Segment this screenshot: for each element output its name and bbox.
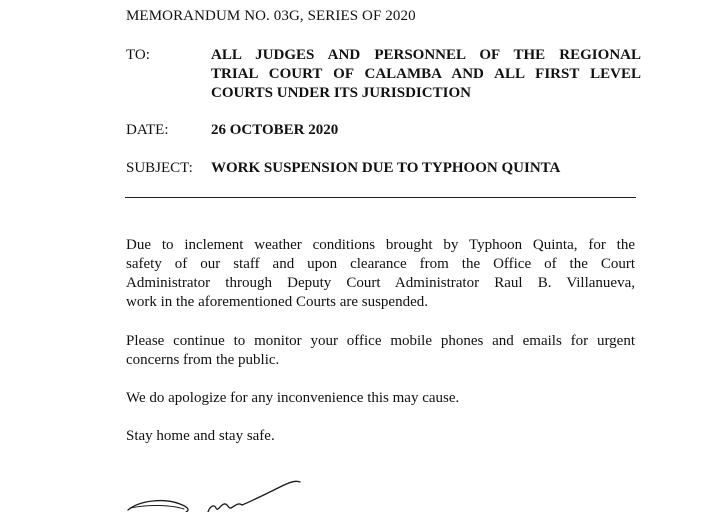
body-paragraph-1 bbox=[126, 236, 635, 312]
to-label: TO: bbox=[126, 47, 150, 63]
handwritten-signature bbox=[120, 478, 320, 512]
memo-number: MEMORANDUM NO. 03G, SERIES OF 2020 bbox=[126, 8, 416, 24]
paragraph-line: Please continue to monitor your office mobile phones and emails for urgent bbox=[126, 333, 635, 349]
paragraph-line: safety of our staff and upon clearance from the Office of the Court bbox=[126, 256, 635, 272]
date-value: 26 OCTOBER 2020 bbox=[211, 122, 339, 138]
to-line: COURTS UNDER ITS JURISDICTION bbox=[211, 85, 471, 101]
to-line: ALL JUDGES AND PERSONNEL OF THE REGIONAL bbox=[211, 47, 641, 63]
body-paragraph-3: We do apologize for any inconvenience this may cause. bbox=[126, 390, 460, 406]
header-divider bbox=[125, 197, 636, 198]
paragraph-line: concerns from the public. bbox=[126, 352, 280, 368]
subject-label: SUBJECT: bbox=[126, 160, 193, 176]
body-paragraph-4: Stay home and stay safe. bbox=[126, 428, 275, 444]
subject-value: WORK SUSPENSION DUE TO TYPHOON QUINTA bbox=[211, 160, 561, 176]
paragraph-line: work in the aforementioned Courts are suspended. bbox=[126, 294, 428, 310]
paragraph-line: Due to inclement weather conditions brought by Typhoon Quinta, for the bbox=[126, 237, 635, 253]
to-line: TRIAL COURT OF CALAMBA AND ALL FIRST LEVEL bbox=[211, 66, 641, 82]
paragraph-line: Administrator through Deputy Court Administrator Raul B. Villanueva, bbox=[126, 275, 635, 291]
to-recipients bbox=[211, 46, 641, 103]
date-label: DATE: bbox=[126, 122, 169, 138]
body-paragraph-2 bbox=[126, 332, 635, 370]
